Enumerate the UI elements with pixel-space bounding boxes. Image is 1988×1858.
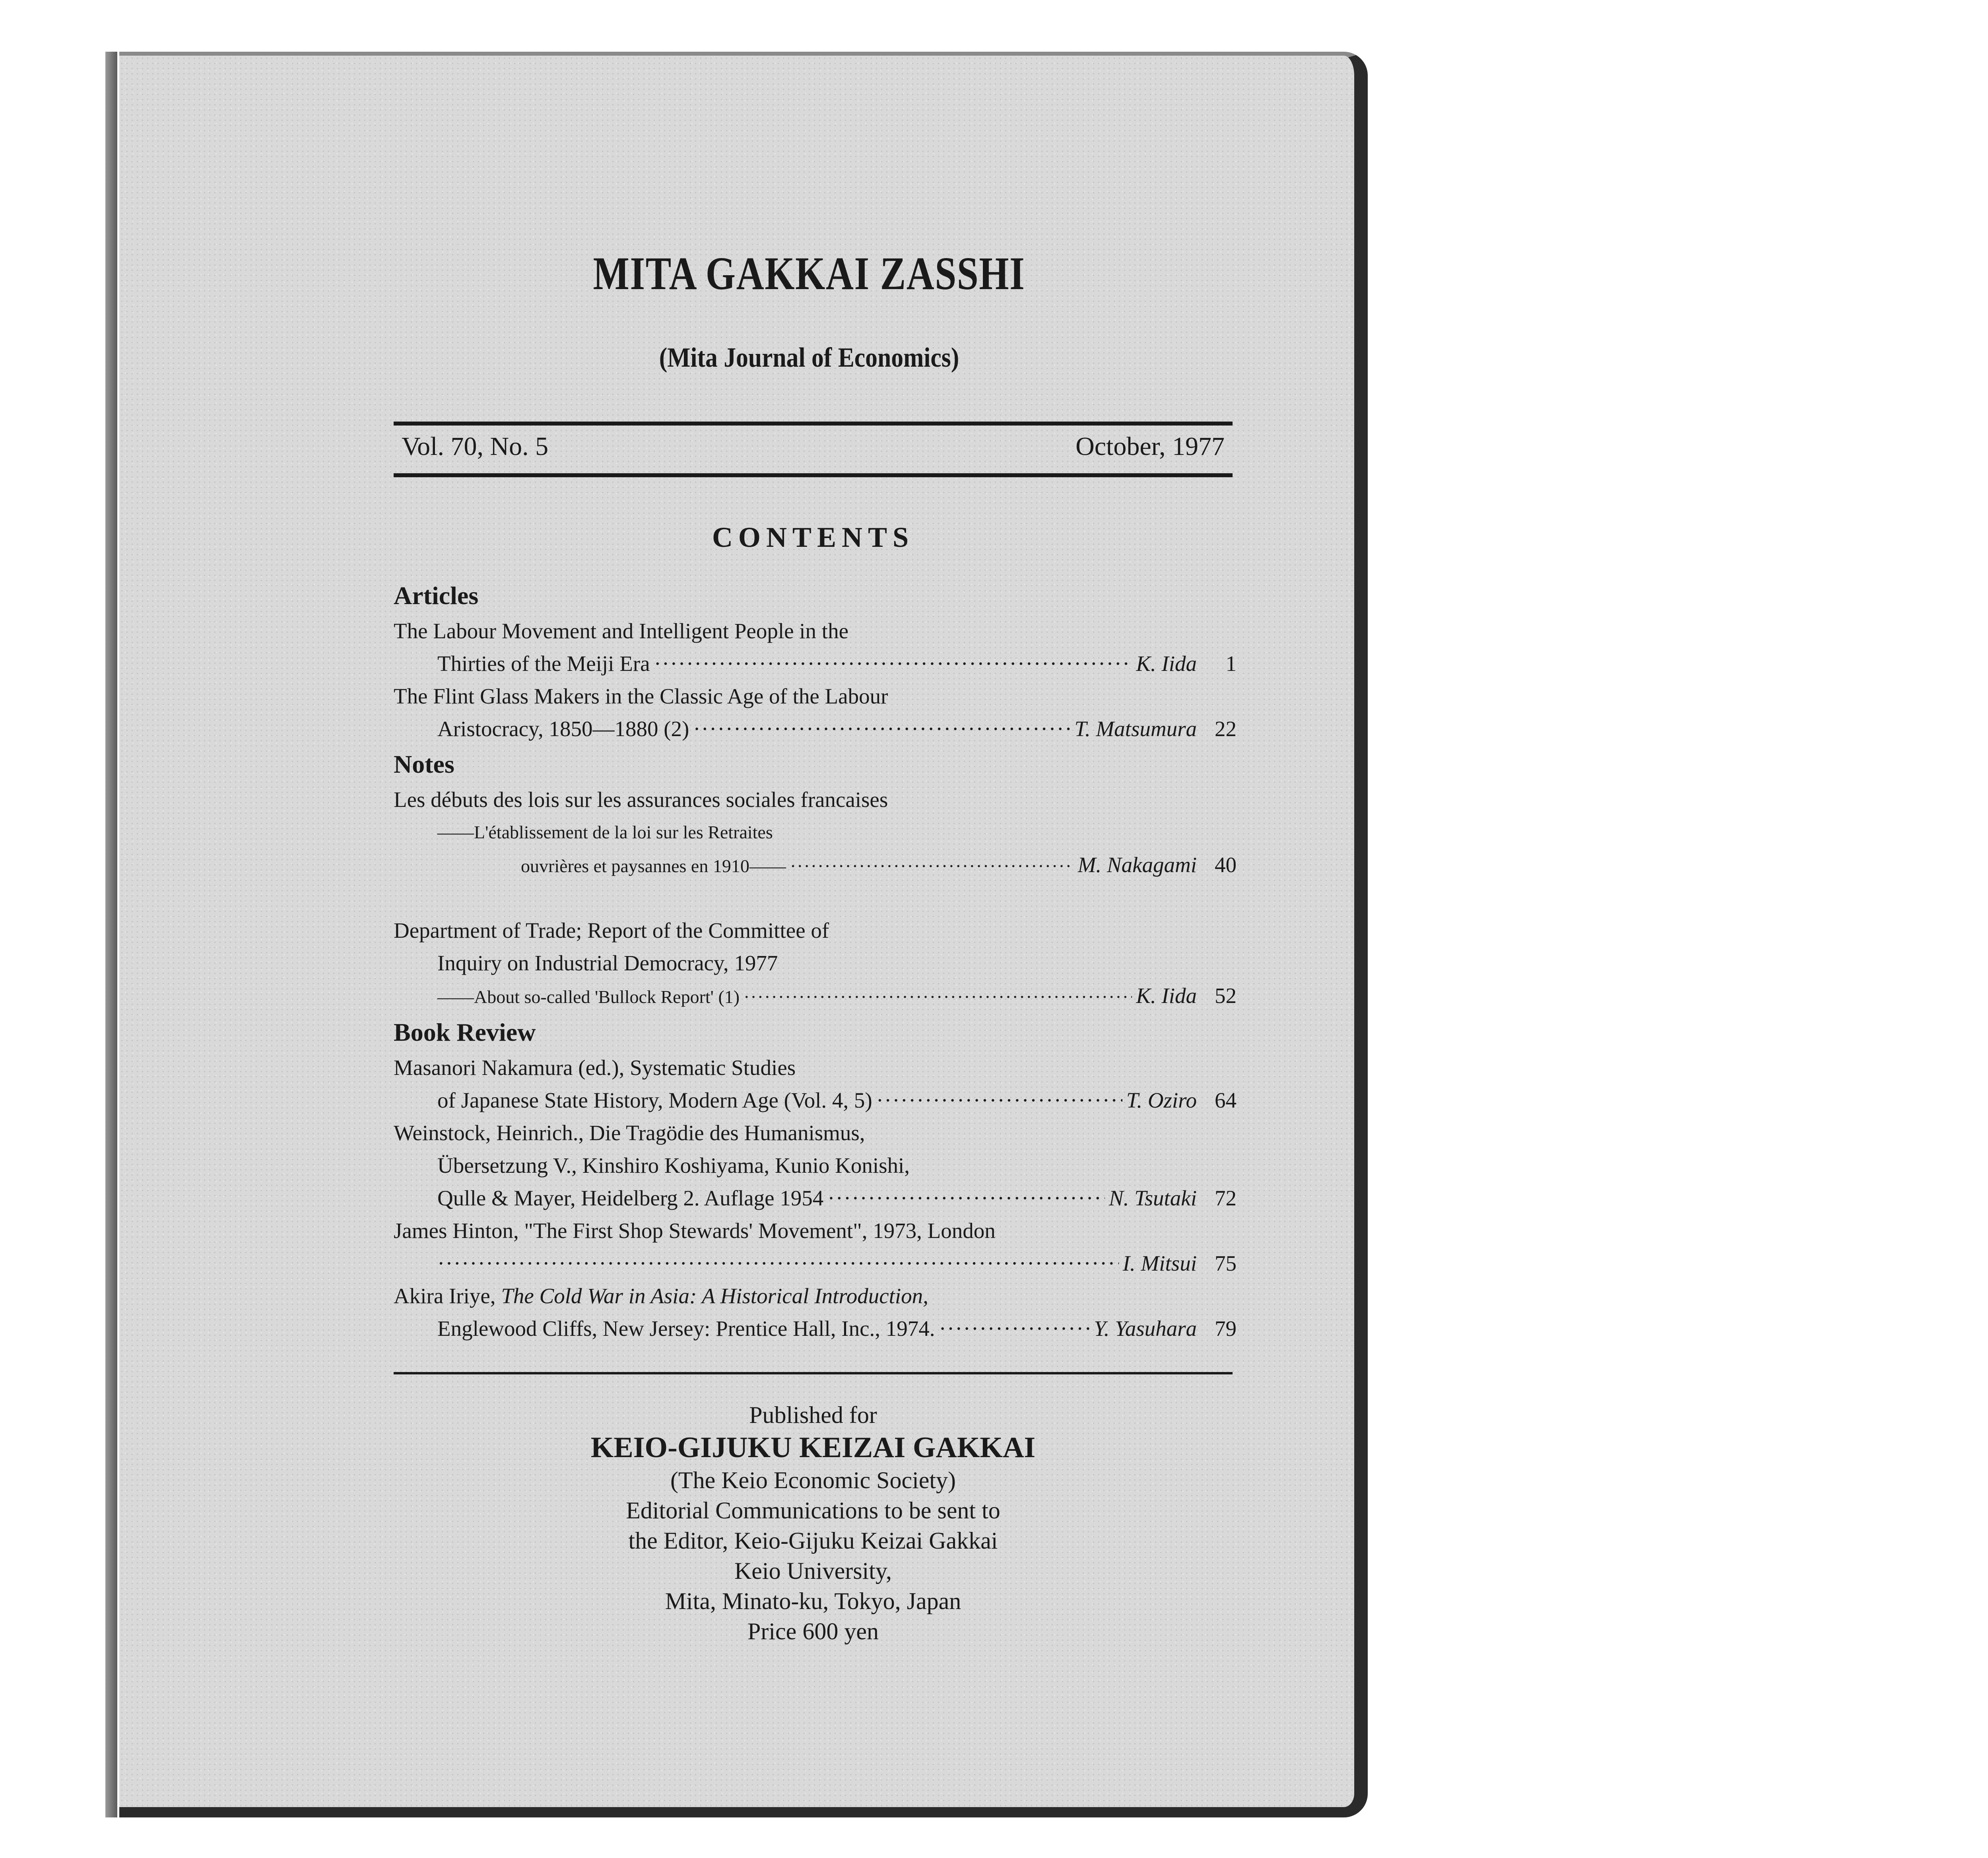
publisher-line: Mita, Minato-ku, Tokyo, Japan bbox=[665, 1588, 961, 1614]
leader-dots bbox=[876, 1084, 1122, 1117]
entry-title: Les débuts des lois sur les assurances sociales francaises bbox=[394, 787, 888, 812]
entry-author: T. Matsumura bbox=[1074, 717, 1197, 741]
entry-line bbox=[394, 1182, 1237, 1215]
publisher-line: the Editor, Keio-Gijuku Keizai Gakkai bbox=[628, 1528, 998, 1554]
entry-author: N. Tsutaki bbox=[1109, 1186, 1197, 1210]
publisher-line: Keio University, bbox=[734, 1558, 892, 1584]
entry-line bbox=[394, 1312, 1237, 1345]
leader-dots bbox=[693, 713, 1070, 745]
publisher-org-english: (The Keio Economic Society) bbox=[670, 1467, 956, 1493]
entry-page: 22 bbox=[1215, 717, 1237, 741]
toc-entry bbox=[394, 1215, 1237, 1280]
entry-title-cont: Inquiry on Industrial Democracy, 1977 bbox=[437, 951, 778, 975]
leader-dots bbox=[939, 1312, 1090, 1345]
section-articles: Articles bbox=[394, 581, 479, 610]
entry-page: 1 bbox=[1225, 651, 1237, 676]
journal-page bbox=[119, 52, 1368, 1817]
entry-title: James Hinton, "The First Shop Stewards' Movement", 1973, London bbox=[394, 1219, 996, 1243]
publisher-block bbox=[394, 1400, 1233, 1646]
entry-author: K. Iida bbox=[1136, 651, 1197, 676]
rule-mid bbox=[394, 473, 1233, 477]
entry-line bbox=[394, 647, 1237, 680]
entry-author: M. Nakagami bbox=[1077, 853, 1197, 877]
entry-author: I. Mitsui bbox=[1122, 1251, 1197, 1275]
rule-bottom bbox=[394, 1372, 1233, 1374]
entry-page: 79 bbox=[1215, 1316, 1237, 1341]
entry-subtitle: ——About so-called 'Bullock Report' (1) bbox=[437, 987, 740, 1007]
entry-line bbox=[394, 1084, 1237, 1117]
issue-date: October, 1977 bbox=[1076, 432, 1225, 461]
book-spine bbox=[105, 52, 117, 1817]
entry-title: Weinstock, Heinrich., Die Tragödie des Humanismus, bbox=[394, 1121, 865, 1145]
spacer bbox=[394, 882, 1237, 914]
entry-author: K. Iida bbox=[1136, 983, 1197, 1008]
section-book-review: Book Review bbox=[394, 1018, 536, 1046]
entry-line bbox=[394, 980, 1237, 1013]
entry-title-cont: of Japanese State History, Modern Age (Vol. 4, 5) bbox=[437, 1088, 872, 1112]
entry-page: 40 bbox=[1215, 853, 1237, 877]
entry-page: 64 bbox=[1215, 1088, 1237, 1112]
leader-dots bbox=[790, 850, 1074, 882]
entry-title: The Labour Movement and Intelligent People in the bbox=[394, 619, 848, 643]
entry-page: 75 bbox=[1215, 1251, 1237, 1275]
table-of-contents bbox=[394, 577, 1237, 1345]
entry-book-title: The Cold War in Asia: A Historical Introduction, bbox=[501, 1284, 928, 1308]
entry-author: Y. Yasuhara bbox=[1094, 1316, 1197, 1341]
toc-entry bbox=[394, 1280, 1237, 1345]
leader-dots bbox=[437, 1247, 1119, 1280]
journal-subtitle: (Mita Journal of Economics) bbox=[659, 342, 959, 373]
journal-title: MITA GAKKAI ZASSHI bbox=[593, 247, 1025, 299]
price: Price 600 yen bbox=[747, 1618, 879, 1644]
rule-top bbox=[394, 422, 1233, 426]
published-for: Published for bbox=[749, 1402, 877, 1428]
entry-title-cont: Englewood Cliffs, New Jersey: Prentice Hall, Inc., 1974. bbox=[437, 1316, 935, 1341]
toc-entry bbox=[394, 783, 1237, 882]
entry-title: Masanori Nakamura (ed.), Systematic Studies bbox=[394, 1055, 796, 1080]
entry-author: T. Oziro bbox=[1126, 1088, 1197, 1112]
entry-title: The Flint Glass Makers in the Classic Age of the Labour bbox=[394, 684, 888, 708]
leader-dots bbox=[654, 647, 1132, 680]
entry-author-name: Akira Iriye, bbox=[394, 1284, 501, 1308]
publisher-org: KEIO-GIJUKU KEIZAI GAKKAI bbox=[590, 1431, 1036, 1464]
issue-line bbox=[402, 431, 1225, 462]
entry-title: Department of Trade; Report of the Committee of bbox=[394, 918, 829, 943]
volume-number: Vol. 70, No. 5 bbox=[402, 432, 549, 461]
entry-page: 52 bbox=[1215, 983, 1237, 1008]
toc-entry bbox=[394, 914, 1237, 1013]
entry-title-cont: Qulle & Mayer, Heidelberg 2. Auflage 1954 bbox=[437, 1186, 824, 1210]
publisher-line: Editorial Communications to be sent to bbox=[626, 1497, 1000, 1524]
toc-entry bbox=[394, 680, 1237, 745]
entry-line bbox=[394, 713, 1237, 745]
entry-title-cont: Thirties of the Meiji Era bbox=[437, 651, 650, 676]
leader-dots bbox=[744, 981, 1132, 1013]
toc-entry bbox=[394, 615, 1237, 680]
entry-title bbox=[394, 1280, 1237, 1312]
toc-entry bbox=[394, 1051, 1237, 1117]
entry-title-cont: Übersetzung V., Kinshiro Koshiyama, Kunio Konishi, bbox=[437, 1153, 910, 1178]
contents-heading: CONTENTS bbox=[712, 521, 914, 553]
entry-line bbox=[394, 849, 1237, 882]
entry-title-cont: Aristocracy, 1850—1880 (2) bbox=[437, 717, 689, 741]
entry-title-cont: ouvrières et paysannes en 1910—— bbox=[521, 856, 786, 876]
entry-subtitle: ——L'établissement de la loi sur les Retraites bbox=[437, 822, 773, 842]
entry-page: 72 bbox=[1215, 1186, 1237, 1210]
page-content bbox=[394, 56, 1368, 1766]
section-notes: Notes bbox=[394, 750, 454, 778]
entry-line bbox=[394, 1247, 1237, 1280]
leader-dots bbox=[827, 1182, 1105, 1215]
toc-entry bbox=[394, 1117, 1237, 1215]
